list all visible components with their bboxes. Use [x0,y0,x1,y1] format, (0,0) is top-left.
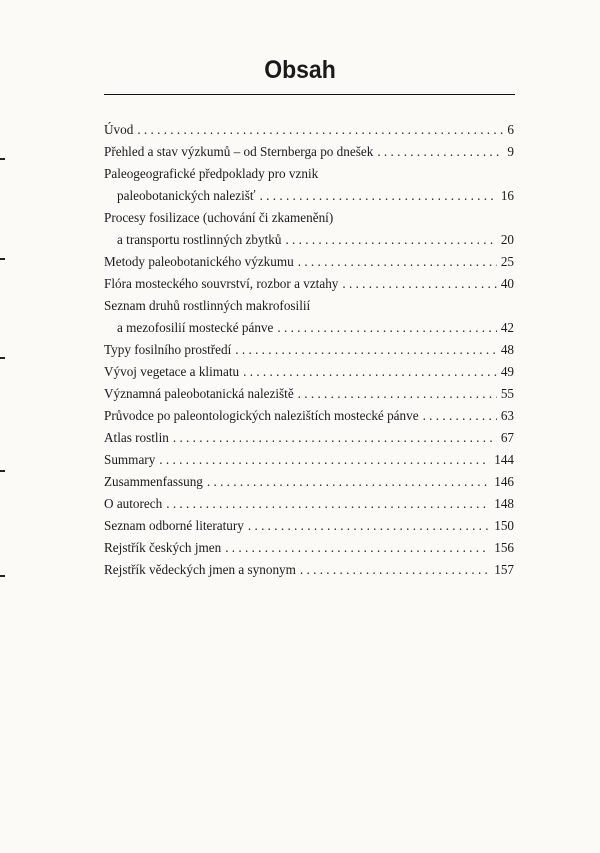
toc-page-number: 25 [500,254,514,269]
toc-entry [104,273,514,295]
page-title: Obsah [264,56,336,84]
toc-entry-line [104,405,514,427]
toc-page-number: 16 [500,188,514,203]
toc-entry [104,493,514,515]
toc-entry-line [104,273,514,295]
dot-leader [285,229,496,251]
toc-entry-line [104,229,514,251]
toc-page-number: 55 [500,386,514,401]
dot-leader [235,339,497,361]
toc-entry-title: Seznam druhů rostlinných makrofosilií [104,298,311,313]
toc-entry-title: Flóra mosteckého souvrství, rozbor a vztahy [104,276,339,291]
title-rule [104,94,515,95]
dot-leader [277,317,496,339]
toc-entry-line [104,559,514,581]
toc-entry-line [104,471,514,493]
toc-page-number: 67 [500,430,514,445]
toc-entry-title: Seznam odborné literatury [104,518,244,533]
toc-entry [104,119,514,141]
toc-entry [104,515,514,537]
dot-leader [173,427,497,449]
dot-leader [377,141,503,163]
dot-leader [248,515,490,537]
toc-entry-line [104,207,514,229]
toc-entry-title: Procesy fosilizace (uchování či zkamenění) [104,210,334,225]
toc-entry [104,537,514,559]
toc-entry-line [104,141,514,163]
toc-entry-line [104,383,514,405]
toc-entry [104,383,514,405]
toc-entry-title: Rejstřík českých jmen [104,540,222,555]
toc-entry-title: Významná paleobotanická naleziště [104,386,294,401]
toc-page-number: 146 [494,474,514,489]
toc-entry-title: Zusammenfassung [104,474,203,489]
toc-entry [104,339,514,361]
toc-entry-line [104,185,514,207]
toc-entry-title: Průvodce po paleontologických nalezištích mostecké pánve [104,408,419,423]
dot-leader [166,493,490,515]
table-of-contents [104,119,514,581]
toc-entry [104,405,514,427]
toc-page-number: 20 [500,232,514,247]
toc-entry-line [104,427,514,449]
toc-entry [104,251,514,273]
dot-leader [423,405,497,427]
toc-page-number: 6 [507,122,514,137]
toc-entry-title: Vývoj vegetace a klimatu [104,364,240,379]
toc-entry [104,559,514,581]
toc-entry-title: Rejstřík vědeckých jmen a synonym [104,562,296,577]
toc-entry [104,427,514,449]
toc-entry-title: Úvod [104,122,134,137]
toc-page-number: 48 [500,342,514,357]
toc-entry-line [104,119,514,141]
toc-entry [104,295,514,339]
scan-edge-mark [0,575,5,577]
toc-entry [104,141,514,163]
toc-page-number: 157 [494,562,514,577]
scan-edge-mark [0,357,5,359]
toc-entry-title: Metody paleobotanického výzkumu [104,254,294,269]
dot-leader [159,449,490,471]
toc-page-number: 150 [494,518,514,533]
toc-page-number: 49 [500,364,514,379]
dot-leader [342,273,496,295]
dot-leader [300,559,490,581]
toc-entry-line [104,339,514,361]
toc-entry-title: paleobotanických nalezišť [117,188,256,203]
dot-leader [298,251,497,273]
toc-page-number: 9 [507,144,514,159]
scan-edge-mark [0,158,5,160]
toc-entry-title: Přehled a stav výzkumů – od Sternberga po dnešek [104,144,374,159]
scan-edge-mark [0,470,5,472]
toc-entry-line [104,295,514,317]
toc-entry [104,449,514,471]
dot-leader [260,185,497,207]
toc-entry-line [104,163,514,185]
dot-leader [207,471,490,493]
toc-page-number: 156 [494,540,514,555]
toc-entry [104,163,514,207]
toc-entry-title: Atlas rostlin [104,430,169,445]
toc-entry [104,361,514,383]
toc-entry-title: Typy fosilního prostředí [104,342,232,357]
toc-page-number: 148 [494,496,514,511]
toc-entry [104,471,514,493]
dot-leader [137,119,503,141]
toc-page-number: 40 [500,276,514,291]
toc-entry-title: Summary [104,452,156,467]
toc-page-number: 63 [500,408,514,423]
toc-entry-line [104,515,514,537]
dot-leader [225,537,490,559]
dot-leader [298,383,497,405]
toc-entry-title: O autorech [104,496,163,511]
toc-entry-title: a mezofosilií mostecké pánve [117,320,274,335]
toc-page-number: 144 [494,452,514,467]
toc-page-number: 42 [500,320,514,335]
dot-leader [243,361,497,383]
toc-entry-line [104,251,514,273]
toc-entry-title: Paleogeografické předpoklady pro vznik [104,166,319,181]
toc-entry-line [104,537,514,559]
scan-edge-mark [0,258,5,260]
toc-entry-line [104,449,514,471]
toc-entry-line [104,361,514,383]
toc-entry-line [104,317,514,339]
toc-entry [104,207,514,251]
toc-entry-title: a transportu rostlinných zbytků [117,232,282,247]
toc-entry-line [104,493,514,515]
